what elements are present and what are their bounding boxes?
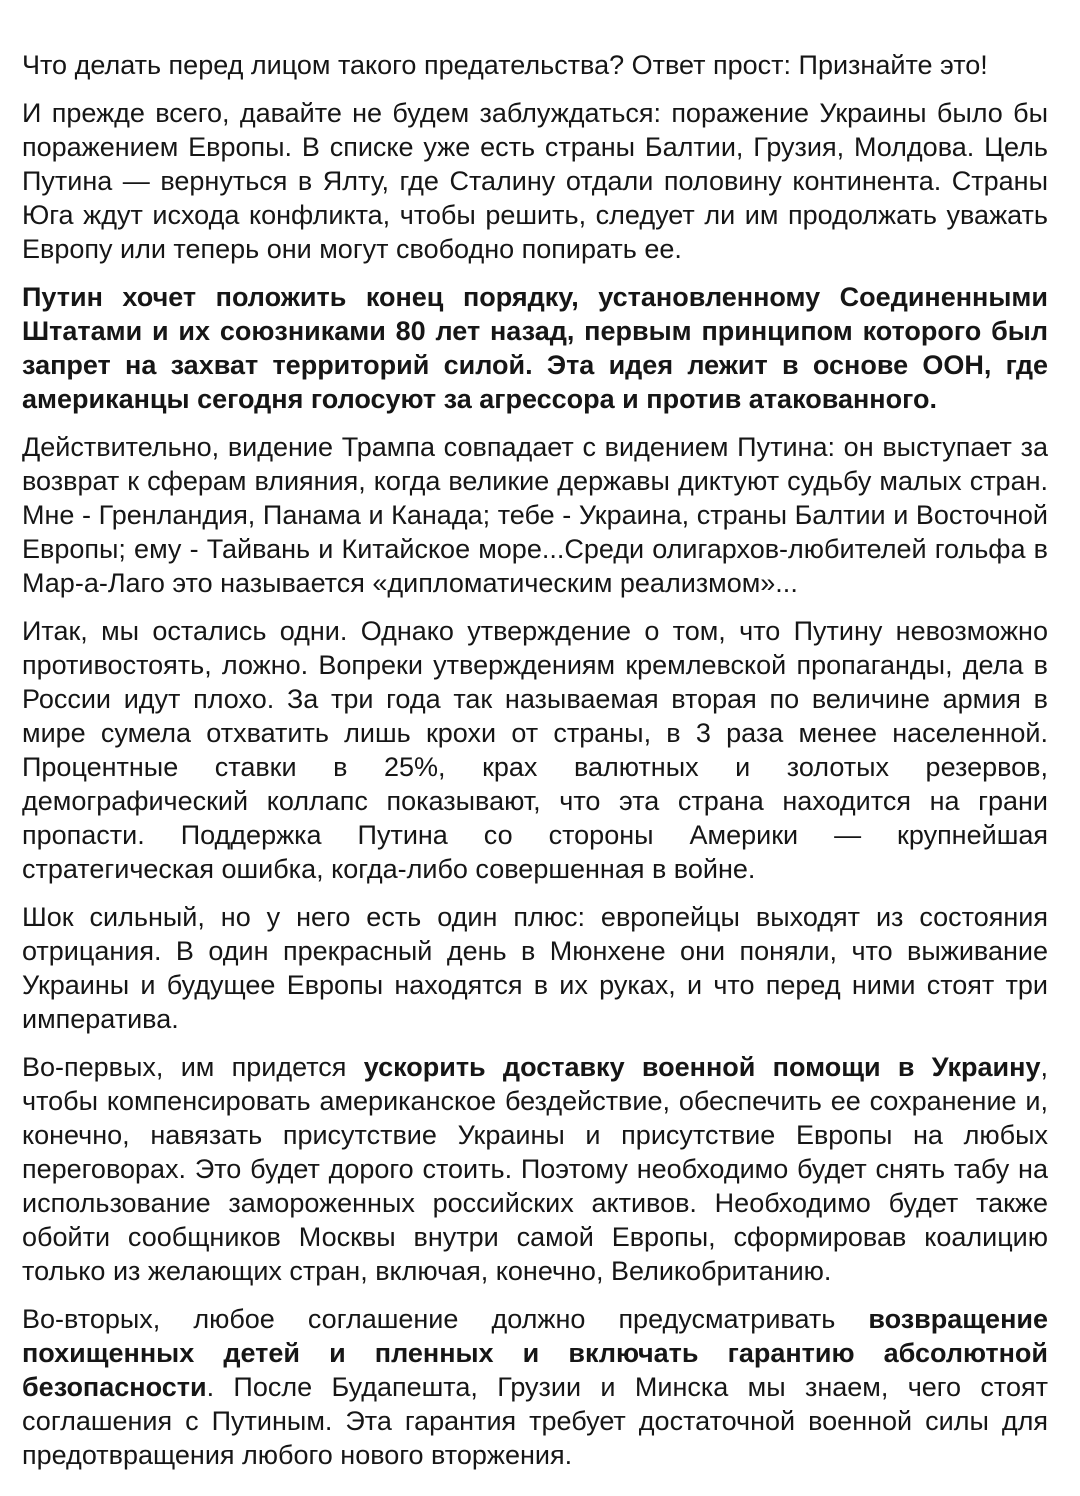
text-segment: Во-первых, им придется [22,1052,364,1082]
text-segment: Во-вторых, любое соглашение должно предусматривать [22,1304,869,1334]
para-second-imperative [22,1302,1048,1472]
para-trump-vision [22,430,1048,600]
text-segment: Итак, мы остались одни. Однако утверждение о том, что Путину невозможно противостоять, ложно. Вопреки утверждениям кремлевской пропаганды, дела в России идут плохо. За три года так называемая вторая по величине армия в мире сумела отхватить лишь крохи от страны, в 3 раза менее населенной. Процентные ставки в 25%, крах валютных и золотых резервов, демографический коллапс показывают, что эта страна находится на грани пропасти. Поддержка Путина со стороны Америки — крупнейшая стратегическая ошибка, когда-либо совершенная в войне. [22,616,1048,884]
bold-text-segment: Путин хочет положить конец порядку, установленному Соединенными Штатами и их союзниками 80 лет назад, первым принципом которого был запрет на захват территорий силой. Эта идея лежит в основе ООН, где американцы сегодня голосуют за агрессора и против атакованного. [22,282,1048,414]
para-putin-world-order [22,280,1048,416]
text-segment: , чтобы компенсировать американское бездействие, обеспечить ее сохранение и, конечно, навязать присутствие Украины и присутствие Европы на любых переговорах. Это будет дорого стоить. Поэтому необходимо будет снять табу на использование замороженных российских активов. Необходимо будет также обойти сообщников Москвы внутри самой Европы, сформировав коалицию только из желающих стран, включая, конечно, Великобританию. [22,1052,1048,1286]
text-segment: И прежде всего, давайте не будем заблуждаться: поражение Украины было бы поражением Европы. В списке уже есть страны Балтии, Грузия, Молдова. Цель Путина — вернуться в Ялту, где Сталину отдали половину континента. Страны Юга ждут исхода конфликта, чтобы решить, следует ли им продолжать уважать Европу или теперь они могут свободно попирать ее. [22,98,1048,264]
text-segment: Что делать перед лицом такого предательства? Ответ прост: Признайте это! [22,50,988,80]
text-segment: Действительно, видение Трампа совпадает с видением Путина: он выступает за возврат к сферам влияния, когда великие державы диктуют судьбу малых стран. Мне - Гренландия, Панама и Канада; тебе - Украина, страны Балтии и Восточной Европы; ему - Тайвань и Китайское море...Среди олигархов-любителей гольфа в Мар-а-Лаго это называется «дипломатическим реализмом»... [22,432,1048,598]
para-shock-denial [22,900,1048,1036]
bold-text-segment: ускорить доставку военной помощи в Украину [363,1052,1041,1082]
text-segment: . После Будапешта, Грузии и Минска мы знаем, чего стоят соглашения с Путиным. Эта гарантия требует достаточной военной силы для предотвращения любого нового вторжения. [22,1372,1048,1470]
paragraph-list [22,48,1048,1472]
para-we-are-alone [22,614,1048,886]
bold-text-segment: возвращение похищенных детей и пленных и включать гарантию абсолютной безопасности [22,1304,1048,1402]
para-intro-question [22,48,1048,82]
para-first-imperative [22,1050,1048,1288]
para-defeat-of-europe [22,96,1048,266]
text-segment: Шок сильный, но у него есть один плюс: европейцы выходят из состояния отрицания. В один прекрасный день в Мюнхене они поняли, что выживание Украины и будущее Европы находятся в их руках, и что перед ними стоят три императива. [22,902,1048,1034]
